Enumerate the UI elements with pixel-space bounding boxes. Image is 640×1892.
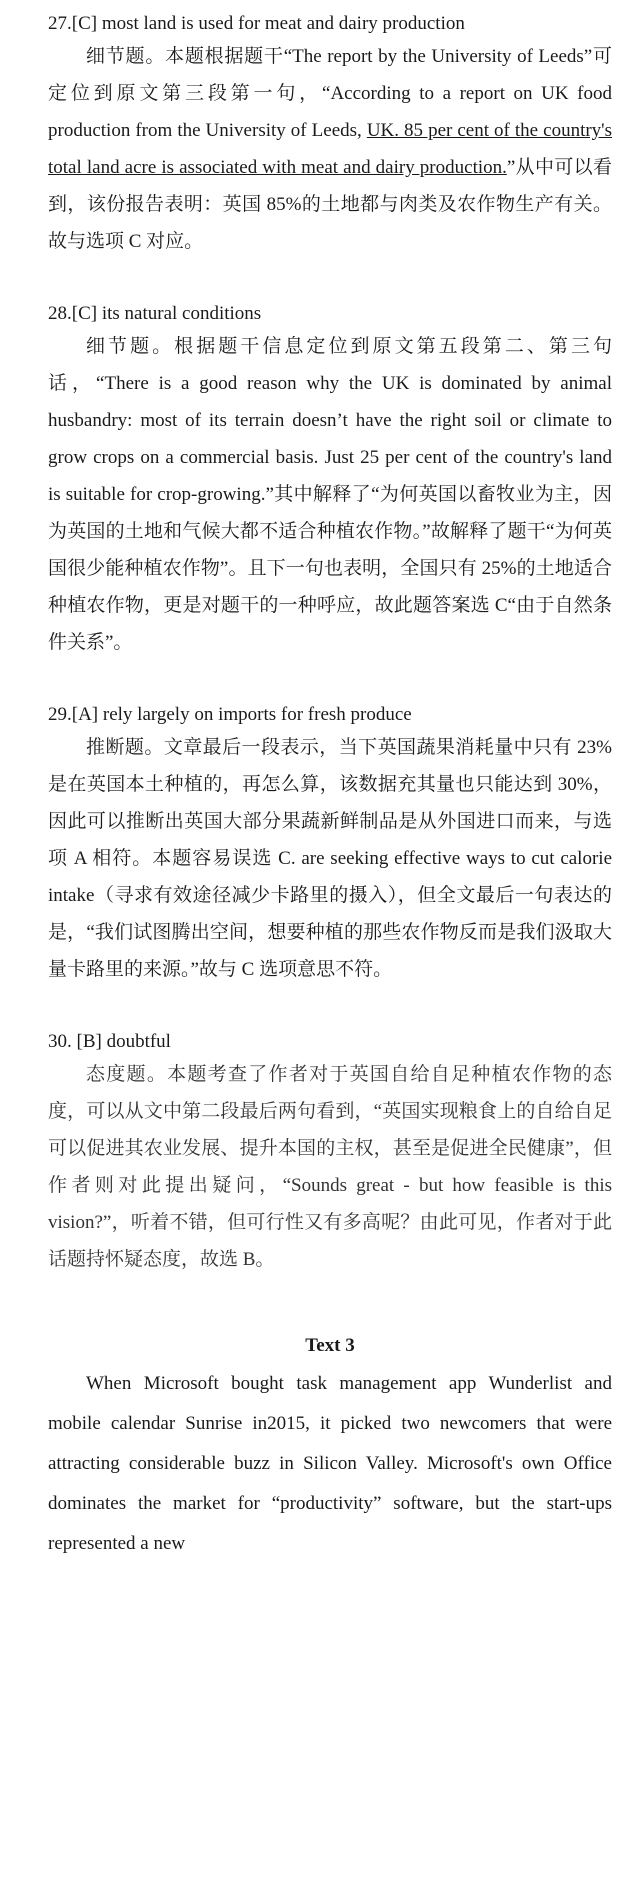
section-title: Text 3 <box>305 1335 355 1356</box>
section-paragraph: When Microsoft bought task management app Wunderlist and mobile calendar Sunrise in2015, it picked two newcomers that were attracting considerable buzz in Silicon Valley. Microsoft's own Office dominates the market for “productivity” software, but the start-ups represented a new <box>48 1373 612 1554</box>
answer-29 <box>48 701 612 988</box>
answer-27-heading: 27.[C] most land is used for meat and dairy production <box>48 13 465 34</box>
answer-29-explanation: 推断题。文章最后一段表示，当下英国蔬果消耗量中只有 23%是在英国本土种植的，再怎么算，该数据充其量也只能达到 30%，因此可以推断出英国大部分果蔬新鲜制品是从外国进口而来，与选项 A 相符。本题容易误选 C. are seeking effective ways to cut calorie intake（寻求有效途径减少卡路里的摄入），但全文最后一句表达的是，“我们试图腾出空间，想要种植的那些农作物反而是我们汲取大量卡路里的来源。”故与 C 选项意思不符。 <box>48 737 612 980</box>
answer-28 <box>48 300 612 661</box>
answer-28-explanation: 细节题。根据题干信息定位到原文第五段第二、第三句话，“There is a good reason why the UK is dominated by animal husbandry: most of its terrain doesn’t have the right soil or climate to grow crops on a commercial basis. Just 25 per cent of the country's land is suitable for crop-growing.”其中解释了“为何英国以畜牧业为主，因为英国的土地和气候大都不适合种植农作物。”故解释了题干“为何英国很少能种植农作物”。且下一句也表明，全国只有 25%的土地适合种植农作物，更是对题干的一种呼应，故此题答案选 C“由于自然条件关系”。 <box>48 336 612 653</box>
text-3-section <box>48 1328 612 1564</box>
answer-29-heading: 29.[A] rely largely on imports for fresh produce <box>48 704 412 725</box>
answer-28-heading: 28.[C] its natural conditions <box>48 303 262 324</box>
answer-27-text-before: 细节题。本题根据题干“The report by the University of Leeds”可定位到原文第三段第一句，“According to a report on UK food production from the University of Leeds, <box>48 46 612 141</box>
answer-30-heading: 30. [B] doubtful <box>48 1031 171 1052</box>
answer-27-explanation <box>48 38 612 260</box>
answer-30-explanation: 态度题。本题考查了作者对于英国自给自足种植农作物的态度，可以从文中第二段最后两句看到，“英国实现粮食上的自给自足可以促进其农业发展、提升本国的主权，甚至是促进全民健康”，但作者则对此提出疑问，“Sounds great - but how feasible is this vision?”，听着不错，但可行性又有多高呢？由此可见，作者对于此话题持怀疑态度，故选 B。 <box>48 1064 612 1270</box>
answer-27-underlined-quote: UK. 85 per cent of the country's total land acre is associated with meat and dairy production. <box>48 120 612 178</box>
answer-30 <box>48 1028 612 1278</box>
answer-27-text-after: ”从中可以看到，该份报告表明：英国 85%的土地都与肉类及农作物生产有关。故与选项 C 对应。 <box>48 157 612 252</box>
answer-27 <box>48 10 612 260</box>
